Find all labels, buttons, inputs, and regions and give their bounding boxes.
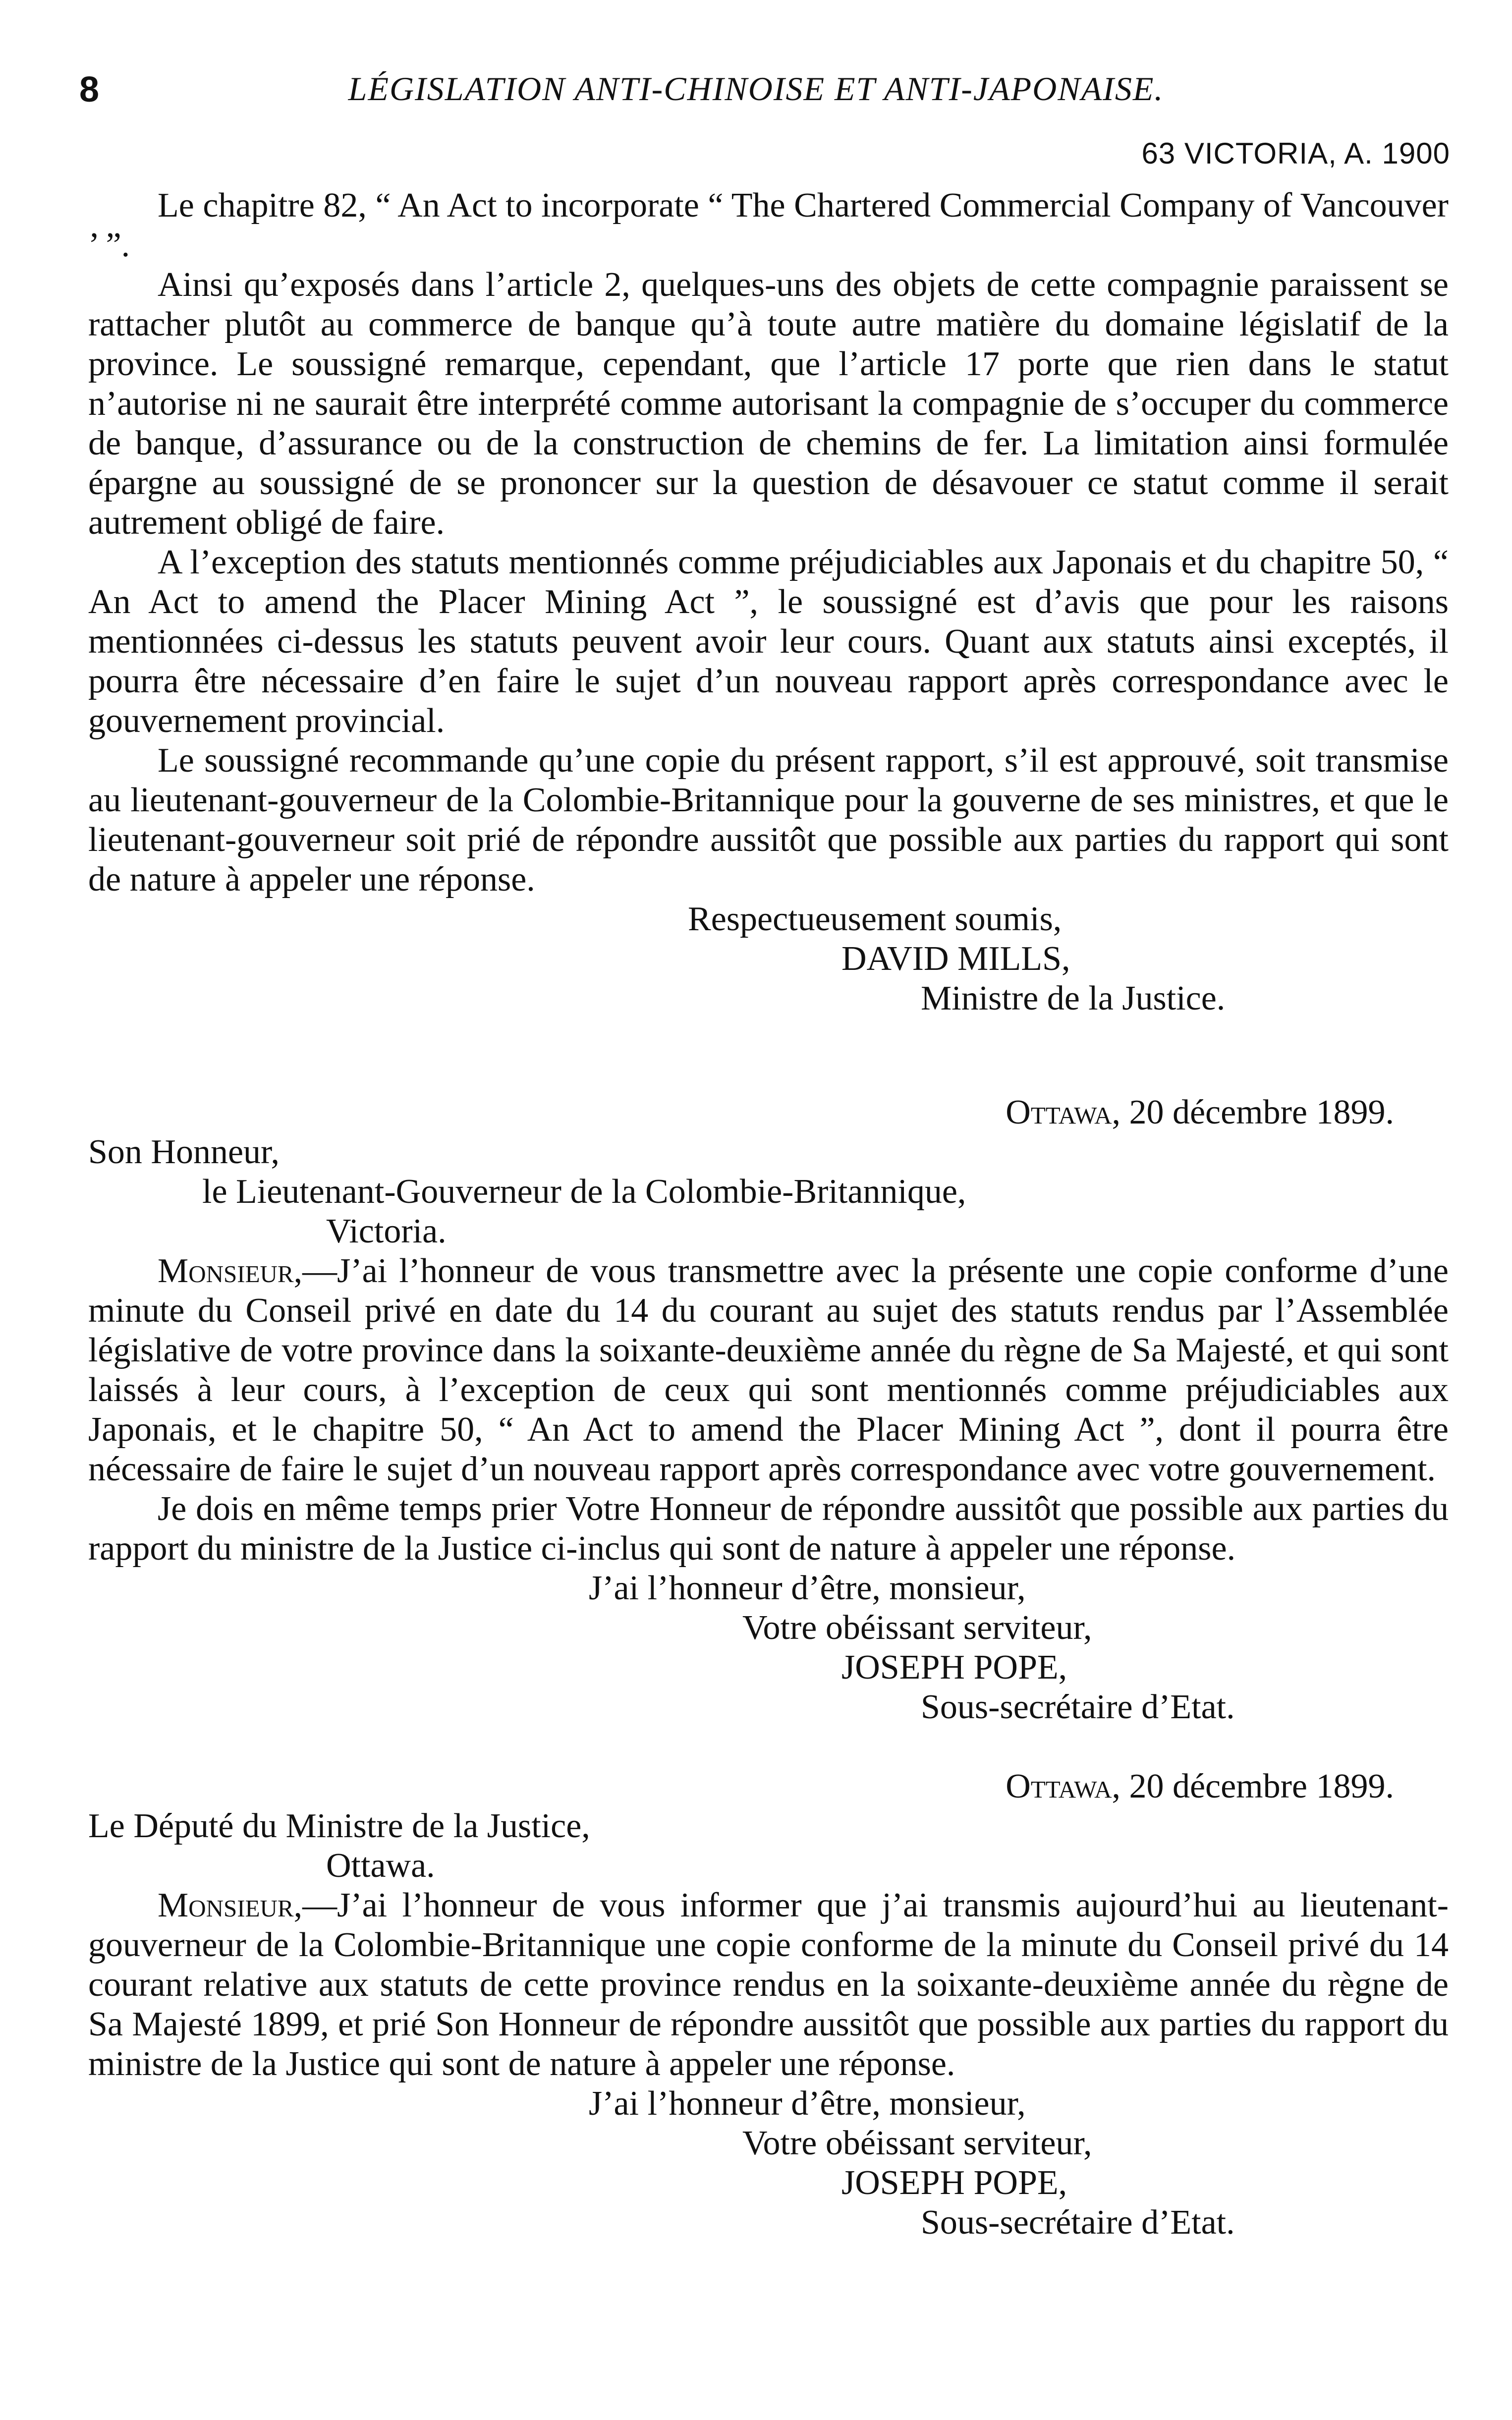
report-paragraph: Le chapitre 82, “ An Act to incorporate “ The Chartered Commercial Company of Vancouver ’ ”. xyxy=(88,186,1449,264)
letter2-paragraph xyxy=(88,1886,1449,2084)
report-signer: DAVID MILLS, xyxy=(841,940,1070,978)
letter1-addressee: Son Honneur, xyxy=(88,1133,280,1171)
letter1-date-place: Ottawa, xyxy=(1006,1093,1120,1131)
letter1-addressee-line: le Lieutenant-Gouverneur de la Colombie-Britannique, xyxy=(202,1173,966,1211)
letter1-date-value: 20 décembre 1899. xyxy=(1129,1093,1394,1131)
letter1-closing-line: Votre obéissant serviteur, xyxy=(742,1609,1092,1647)
letter2-signer-title: Sous-secrétaire d’Etat. xyxy=(921,2203,1235,2242)
report-closing: Respectueusement soumis, xyxy=(688,900,1062,938)
report-signer-title: Ministre de la Justice. xyxy=(921,979,1226,1017)
letter1-closing: J’ai l’honneur d’être, monsieur, xyxy=(589,1569,1026,1607)
letter1-paragraph: Je dois en même temps prier Votre Honneur de répondre aussitôt que possible aux parties du rapport du ministre de la Justice ci-inclus qui sont de nature à appeler une réponse. xyxy=(88,1490,1449,1568)
letter2-closing: J’ai l’honneur d’être, monsieur, xyxy=(589,2084,1026,2123)
page-number: 8 xyxy=(79,70,100,110)
letter1-paragraph xyxy=(88,1251,1449,1489)
letter2-salutation: Monsieur, xyxy=(158,1886,303,1924)
letter1-paragraph-text: —J’ai l’honneur de vous transmettre avec la présente une copie conforme d’une minute du Conseil privé en date du 14 du courant au sujet des statuts rendus par l’Assemblée législative de votre province dans la soixante-deuxième année du règne de Sa Majesté, et qui sont laissés à leur cours, à l’exception de ceux qui sont mentionnés comme préjudiciables aux Japonais, et le chapitre 50, “ An Act to amend the Placer Mining Act ”, dont il pourra être nécessaire de faire le sujet d’un nouveau rapport après correspondance avec votre gouvernement. xyxy=(88,1252,1449,1488)
session-label: 63 VICTORIA, A. 1900 xyxy=(1141,137,1450,170)
letter1-signer-title: Sous-secrétaire d’Etat. xyxy=(921,1688,1235,1726)
letter2-addressee: Le Député du Ministre de la Justice, xyxy=(88,1807,590,1845)
letter2-date-value: 20 décembre 1899. xyxy=(1129,1767,1394,1805)
letter2-date xyxy=(88,1767,1449,1806)
running-title: LÉGISLATION ANTI-CHINOISE ET ANTI-JAPONAISE. xyxy=(348,70,1164,108)
letter1-date xyxy=(88,1093,1449,1132)
letter1-signer: JOSEPH POPE, xyxy=(841,1648,1067,1687)
report-paragraph: Ainsi qu’exposés dans l’article 2, quelques-uns des objets de cette compagnie paraissent se rattacher plutôt au commerce de banque qu’à toute autre matière du domaine législatif de la province. Le soussigné remarque, cependant, que l’article 17 porte que rien dans le statut n’autorise ni ne saurait être interprété comme autorisant la compagnie de s’occuper du commerce de banque, d’assurance ou de la construction de chemins de fer. La limitation ainsi formulée épargne au soussigné de se prononcer sur la question de désavouer ce statut comme il serait autrement obligé de faire. xyxy=(88,266,1449,542)
letter2-date-place: Ottawa, xyxy=(1006,1767,1120,1805)
report-paragraph: Le soussigné recommande qu’une copie du présent rapport, s’il est approuvé, soit transmise au lieutenant-gouverneur de la Colombie-Britannique pour la gouverne de ses ministres, et que le lieutenant-gouverneur soit prié de répondre aussitôt que possible aux parties du rapport qui sont de nature à appeler une réponse. xyxy=(88,741,1449,899)
document-body xyxy=(88,186,1449,2243)
letter2-addressee-city: Ottawa. xyxy=(326,1847,435,1885)
letter2-paragraph-text: —J’ai l’honneur de vous informer que j’ai transmis aujourd’hui au lieutenant-gouverneur de la Colombie-Britannique une copie conforme de la minute du Conseil privé du 14 courant relative aux statuts de cette province rendus en la soixante-deuxième année du règne de Sa Majesté 1899, et prié Son Honneur de répondre aussitôt que possible aux parties du rapport du ministre de la Justice qui sont de nature à appeler une réponse. xyxy=(88,1886,1449,2083)
letter2-signer: JOSEPH POPE, xyxy=(841,2164,1067,2202)
letter1-addressee-city: Victoria. xyxy=(326,1212,447,1250)
letter2-closing-line: Votre obéissant serviteur, xyxy=(742,2124,1092,2162)
report-paragraph: A l’exception des statuts mentionnés comme préjudiciables aux Japonais et du chapitre 50, “ An Act to amend the Placer Mining Act ”, le soussigné est d’avis que pour les raisons mentionnées ci-dessus les statuts peuvent avoir leur cours. Quant aux statuts ainsi exceptés, il pourra être nécessaire d’en faire le sujet d’un nouveau rapport après correspondance avec le gouvernement provincial. xyxy=(88,543,1449,740)
letter1-salutation: Monsieur, xyxy=(158,1252,303,1290)
